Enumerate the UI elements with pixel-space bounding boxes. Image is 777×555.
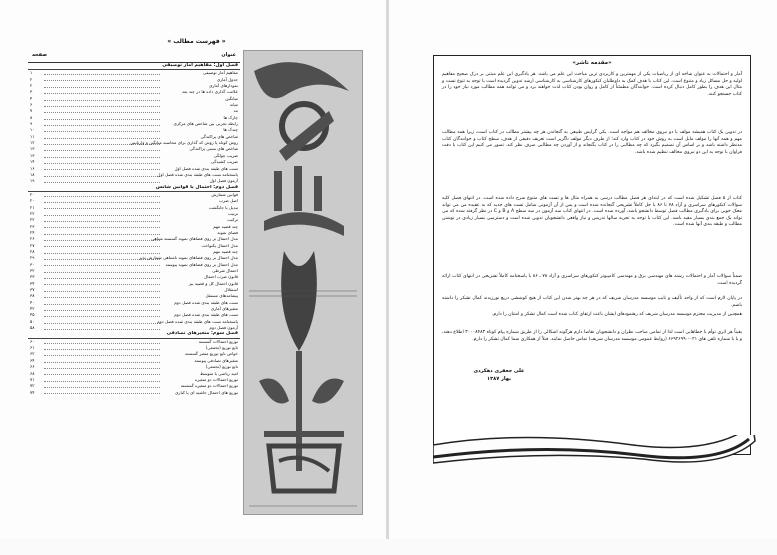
toc-leader-dots — [44, 246, 160, 247]
page-gutter — [386, 0, 389, 539]
toc-entry-page: ۲۱ — [30, 204, 35, 210]
toc-leader-dots — [44, 374, 160, 375]
toc-entry-page: ۷۱ — [30, 376, 35, 382]
toc-entry-title: تابع توزیع (تجمعی) — [205, 345, 238, 351]
toc-leader-dots — [44, 387, 160, 388]
toc-header: « فهرست مطالب » — [167, 38, 226, 45]
toc-entry-title: ضریب کشیدگی — [210, 159, 238, 165]
toc-entry-title: امید ریاضی یا متوسط — [200, 370, 238, 376]
toc-leader-dots — [44, 176, 160, 177]
toc-leader-dots — [44, 202, 160, 203]
toc-leader-dots — [44, 381, 160, 382]
toc-entry-page: ۵۸ — [30, 325, 35, 331]
toc-leader-dots — [44, 125, 160, 126]
toc-leader-dots — [44, 278, 160, 279]
toc-leader-dots — [44, 355, 160, 356]
foreword-paragraph-3: کتاب از ۵ فصل تشکیل شده است که در ابتدای هر فصل مطالب درسی به همراه مثال ها و تست های متنوع شرح داده شده است. در انتهای فصل کلیه سوالات کنکورهای سراسری و آزاد ۷۸ تا ۸۶ با حل کاملاً تشریحی گنجانده شده است و پس از آن آزمونی شامل تست های جدید که به عقیده من می تواند محک خوبی برای یادگیری مطالب فصل توسط دانشجو باشد، آورده شده است. در انتهای کتاب سه آزمون در سه سطح A و B و C در نظر گرفته شده که می تواند یک جمع بندی بسیار مفید باشد. این کتاب با توجه به تجربه سالها تدریس و نیاز واقعی دانشجویان تدوین شده است و دسترسی بسیار زیادی در نوشتن مطالب و طبقه بندی آنها شده است. — [442, 196, 743, 228]
toc-entry-page: ۲۳ — [30, 223, 35, 229]
toc-entry-title: تبدیل یا جایگشت — [208, 204, 238, 210]
toc-entry-title: قوانین شمارش — [211, 191, 238, 197]
toc-entry-title: متغیرهای تصادفی پیوسته — [194, 357, 238, 363]
toc-col-title: عنوان — [221, 52, 236, 58]
toc-entry-page: ۱۳ — [30, 146, 35, 152]
toc-leader-dots — [44, 234, 160, 235]
toc-leader-dots — [44, 80, 160, 81]
toc-col-page: صفحه — [32, 52, 48, 58]
toc-entry-title: میانگین — [225, 95, 238, 101]
foreword-signature: علی جعفری دهکردی — [473, 368, 525, 374]
toc-entry-page: ۴۲ — [30, 306, 35, 312]
toc-entry-title: پیشامدهای مستقل — [205, 293, 238, 299]
toc-entry-title: چند قضیه مهم — [213, 223, 238, 229]
toc-entry-title: نمودارهای آماری — [209, 83, 238, 89]
foreword-date: بهار ۱۳۸۷ — [487, 376, 511, 382]
toc-entry-page: ۲۲ — [30, 217, 35, 223]
foreword-paragraph-5: در پایان لازم است که از واحد تألیف و تایپ موسسه مدرسان شریف که در هر چه بهتر شدن این کتاب از هیچ کوششی دریغ نورزیدند کمال تشکر را داشته باشم. — [442, 296, 742, 308]
toc-entry-title: مدل احتمال بر روی فضاهای نمونه گسسته متناهی — [151, 236, 238, 242]
toc-entry — [28, 390, 240, 396]
toc-leader-dots — [44, 87, 160, 88]
decorative-calligraphy-art — [244, 51, 362, 514]
toc-entry-title: تست های طبقه بندی شده فصل دوم — [174, 312, 238, 318]
toc-entry-title: چند قضیه مهم — [213, 248, 238, 254]
toc-entry-page: ۶۶ — [30, 364, 35, 370]
toc-leader-dots — [44, 119, 160, 120]
toc-leader-dots — [44, 196, 160, 197]
toc-entry-title: تست های طبقه بندی شده فصل دوم — [174, 299, 238, 305]
foreword-paragraph-4: ضمناً سوالات آمار و احتمالات رشته های مهندسی برق و مهندسی کامپیوتر کنکورهای سراسری و آزاد ۷۸ ـ ۸۶ با پاسخنامه کاملاً تشریحی در انتهای کتاب ارائه گردیده است. — [442, 274, 742, 286]
toc-entry-page: ۲۸ — [30, 248, 35, 254]
toc-entry-page: ۳۴ — [30, 280, 35, 286]
toc-entry-page: ۲۷ — [30, 242, 35, 248]
toc-entry-title: توزیع احتمالات گسسته — [198, 338, 238, 344]
toc-leader-dots — [44, 150, 160, 151]
toc-entry-page: ۶ — [30, 102, 33, 108]
toc-leader-dots — [44, 368, 160, 369]
toc-entry-page: ۲۰ — [30, 198, 35, 204]
toc-leader-dots — [44, 329, 160, 330]
toc-leader-dots — [44, 227, 160, 228]
toc-entry-page: ۱۰ — [30, 127, 35, 133]
toc-leader-dots — [44, 182, 160, 183]
toc-entry-page: ۶۴ — [30, 357, 35, 363]
toc-leader-dots — [44, 323, 160, 324]
toc-entry-page: ۶۸ — [30, 370, 35, 376]
foreword-paragraph-6: همچنین از مدیریت محترم موسسه مدرسان شریف که رهنمودهای ایشان باعث ارتقای کتاب شده است کمال تشکر و امتنان را دارم. — [491, 312, 742, 317]
toc-leader-dots — [44, 163, 160, 164]
foreword-page — [433, 55, 751, 455]
toc-entry-page: ۲۶ — [30, 236, 35, 242]
toc-leader-dots — [44, 265, 160, 266]
toc-entry-title: تست های طبقه بندی شده فصل اول — [174, 165, 238, 171]
toc-entry-title: توزیع احتمالات دو متغیره — [195, 376, 238, 382]
toc-entry-title: مدل احتمال یکنواخت — [201, 242, 238, 248]
toc-leader-dots — [44, 138, 160, 139]
toc-entry-title: آزمون فصل دوم — [209, 325, 238, 331]
cover-art-panel — [243, 50, 363, 515]
toc-entry-page: ۴۰ — [30, 299, 35, 305]
torn-paper-edge — [433, 435, 763, 555]
toc-leader-dots — [44, 310, 160, 311]
toc-leader-dots — [44, 362, 160, 363]
toc-entry-title: علامت گذاری داده ها در چند بعد — [182, 89, 238, 95]
toc-entry-title: مد — [233, 108, 238, 114]
toc-entry-page: ۲ — [30, 83, 33, 89]
toc-column-headings — [28, 52, 238, 62]
toc-entry-title: جدول آماری — [216, 76, 238, 82]
toc-entry-title: احتمال شرطی — [212, 268, 238, 273]
toc-leader-dots — [44, 304, 160, 305]
toc-entry-title: پاسخنامه تست های طبقه بندی شده فصل اول — [157, 171, 238, 177]
toc-entry-title: رابطه تجربی بین شاخص های مرکزی — [173, 121, 238, 127]
toc-leader-dots — [44, 221, 160, 222]
toc-leader-dots — [44, 316, 160, 317]
toc-entry-title: متغیرهای آماری — [210, 306, 238, 312]
toc-leader-dots — [44, 343, 160, 344]
toc-entry-title: توزیع های احتمال حاشیه ای یا کناری — [175, 389, 238, 395]
toc-entry-title: فصل اول: مفاهیم آمار توصیفی — [162, 63, 238, 68]
toc-entry-title: روش کوتاه یا روش کد گذاری برای محاسبه میانگین و واریانس — [130, 140, 238, 146]
toc-leader-dots — [44, 349, 160, 350]
toc-entry-title: خواص تابع توزیع متغیر گسسته — [185, 351, 238, 357]
toc-section-heading — [28, 331, 240, 338]
toc-leader-dots — [44, 208, 160, 209]
toc-entry-title: چارک ها — [223, 114, 238, 120]
toc-page — [28, 38, 365, 513]
toc-entry-title: قانون احتمال کل و قضیه بیز — [188, 280, 238, 286]
toc-entry-page: ۱۱ — [30, 133, 35, 139]
foreword-paragraph-1: آمار و احتمالات به عنوان شاخه ای از ریاضیات یکی از مهمترین و کاربردی ترین مباحث این علم می باشد. هر یادگیری این علم مبتنی بر درک صحیح مفاهیم اولیه و حل مسائل زیاد و متنوع است. این کتاب با هدف کمک به داوطلبان کنکورهای کارشناسی به کارشناسی ارشد تدوین گردیده است با توجه به تنوع تست و مثال این هدف را بطور کامل دنبال کرده است. خوانندگان مطمئناً از کامل و روان بودن کتاب لذت خواهند برد و می توانند همه مطالب مورد نیاز خود را در کتاب جستجو کنند. — [442, 72, 742, 97]
toc-entry-title: تابع توزیع (تجمعی) — [205, 364, 238, 370]
toc-entry-page: ۶۲ — [30, 351, 35, 357]
toc-section-heading — [28, 63, 240, 70]
toc-entry-page: ۱۸ — [30, 171, 35, 177]
toc-leader-dots — [44, 393, 160, 394]
toc-entry-page: ۳ — [30, 89, 33, 95]
toc-entry-title: شاخص های نسبی پراکندگی — [189, 146, 238, 152]
toc-entry-page: ۶۱ — [30, 345, 35, 351]
toc-entry-page: ۳۸ — [30, 293, 35, 299]
toc-leader-dots — [44, 157, 160, 158]
toc-leader-dots — [44, 297, 160, 298]
toc-leader-dots — [44, 100, 160, 101]
toc-entry-page: ۳۷ — [30, 287, 35, 293]
toc-entry-page: ۱۴ — [30, 159, 35, 165]
toc-entry-title: ترکیب — [227, 217, 238, 223]
toc-entry-page: ۶۰ — [30, 338, 35, 344]
toc-entry-page: ۲۲ — [30, 210, 35, 216]
toc-entry-page: ۳۳ — [30, 274, 35, 280]
toc-entry-page: ۲۴ — [30, 229, 35, 235]
toc-entry-title: توزیع احتمالات دو متغیره گسسته — [180, 383, 238, 389]
toc-entry-title: مدل احتمال بر روی فضاهای نمونه پیوسته — [165, 261, 238, 267]
toc-entry-page: ۱۲ — [30, 140, 35, 146]
toc-leader-dots — [44, 74, 160, 75]
foreword-paragraph-7: یقیناً هر اثری توأم با خطاهایی است لذا از تمامی صاحب نظران و دانشجویان تقاضا دارم هرگونه اشکالی را از طریق شماره پیام کوتاه ۳۰۰۰۸۴۸۳ اطلاع دهند، و یا با شماره تلفن های ۰۲۱-۶۶۹۲۶۹۹۰ (روابط عمومی موسسه مدرسان شریف) تماس حاصل نمایند. قبلاً از همکاری شما کمال تشکر را دارم. — [442, 330, 742, 342]
toc-entry-page: ۲۹ — [30, 255, 35, 261]
toc-leader-dots — [44, 253, 160, 254]
toc-entry-page: ۳۲ — [30, 268, 35, 273]
toc-entry-page: ۹ — [30, 121, 33, 127]
toc-entry-page: ۲۰ — [30, 191, 35, 197]
toc-entry-page: ۱۶ — [30, 165, 35, 171]
toc-leader-dots — [44, 284, 160, 285]
toc-entry-page: ۸ — [30, 114, 33, 120]
toc-leader-dots — [44, 240, 160, 241]
toc-leader-dots — [44, 93, 160, 94]
toc-leader-dots — [44, 291, 160, 292]
toc-entry-page: ۴ — [30, 95, 33, 101]
toc-entry-page: ۱ — [30, 70, 33, 76]
toc-entry-title: قانون ضرب احتمال — [204, 274, 238, 280]
toc-entry-title: مدل احتمال بر روی فضاهای نمونه نامتناهی شمارش پذیر — [139, 255, 238, 261]
toc-leader-dots — [44, 169, 160, 170]
toc-entry-page: ۴۵ — [30, 312, 35, 318]
toc-leader-dots — [44, 131, 160, 132]
toc-entry-page: ۷۴ — [30, 389, 35, 395]
toc-entry-title: اصل ضرب — [218, 198, 238, 204]
toc-entry-title: پاسخنامه تست های طبقه بندی شده فصل دوم — [157, 318, 238, 324]
toc-entry-title: آزمون فصل اول — [209, 178, 238, 184]
toc-entry-title: ضریب چولگی — [213, 152, 238, 158]
toc-leader-dots — [44, 106, 160, 107]
toc-entry-title: چندک ها — [223, 127, 238, 133]
toc-entry-page: ۱۳ — [30, 152, 35, 158]
foreword-title: «مقدمه ناشر» — [572, 60, 612, 66]
toc-entry-title: شاخص های پراکندگی — [200, 133, 238, 139]
toc-leader-dots — [44, 215, 160, 216]
toc-entry-title: مفاهیم آمار توصیفی — [202, 70, 238, 76]
toc-entry-page: ۲ — [30, 76, 33, 82]
toc-entry-page: ۷۲ — [30, 383, 35, 389]
toc-entry-page: ۳۰ — [30, 261, 35, 267]
toc-entry-title: فصل سوم: متغیرهای تصادفی — [166, 331, 238, 337]
toc-list — [28, 62, 240, 515]
toc-entry-title: استقلال — [224, 287, 238, 293]
toc-section-heading — [28, 185, 240, 192]
toc-entry-page: ۵۰ — [30, 318, 35, 324]
toc-leader-dots — [44, 272, 160, 273]
foreword-paragraph-2: در تدوین یک کتاب همیشه مولف با دو نیروی مخالف هم مواجه است. یکی گرایش طبیعی به گنجاندن هر چه بیشتر مطالب در کتاب است، زیرا همه مطالب مهم و همه آنها را مولف مایل است به روش خود در کتاب وارد کند؛ از طرف دیگر مولف ناگزیر است تعریف دقیقی از هدف، سطح کتاب و خوانندگان کتاب مدنظر داشته باشد و بر اساس آن تصمیم بگیرد که چه مطالبی را در کتاب بگنجاند و از آوردن چه مطالبی صرف نظر کند. تصور می کنیم این کتاب با دقت فراوان با توجه به این دو نیروی مخالف تنظیم شده باشد. — [442, 130, 742, 155]
toc-entry-title: میانه — [229, 102, 238, 108]
toc-entry-title: فصل دوم: احتمال یا قوانین شانس — [155, 184, 238, 190]
toc-entry-page: ۱۹ — [30, 178, 35, 184]
toc-leader-dots — [44, 112, 160, 113]
toc-entry-title: فضای نمونه — [217, 229, 238, 235]
foreword-box — [433, 55, 751, 455]
toc-entry-title: ترتیب — [227, 210, 238, 216]
toc-entry-page: ۷ — [30, 108, 33, 114]
